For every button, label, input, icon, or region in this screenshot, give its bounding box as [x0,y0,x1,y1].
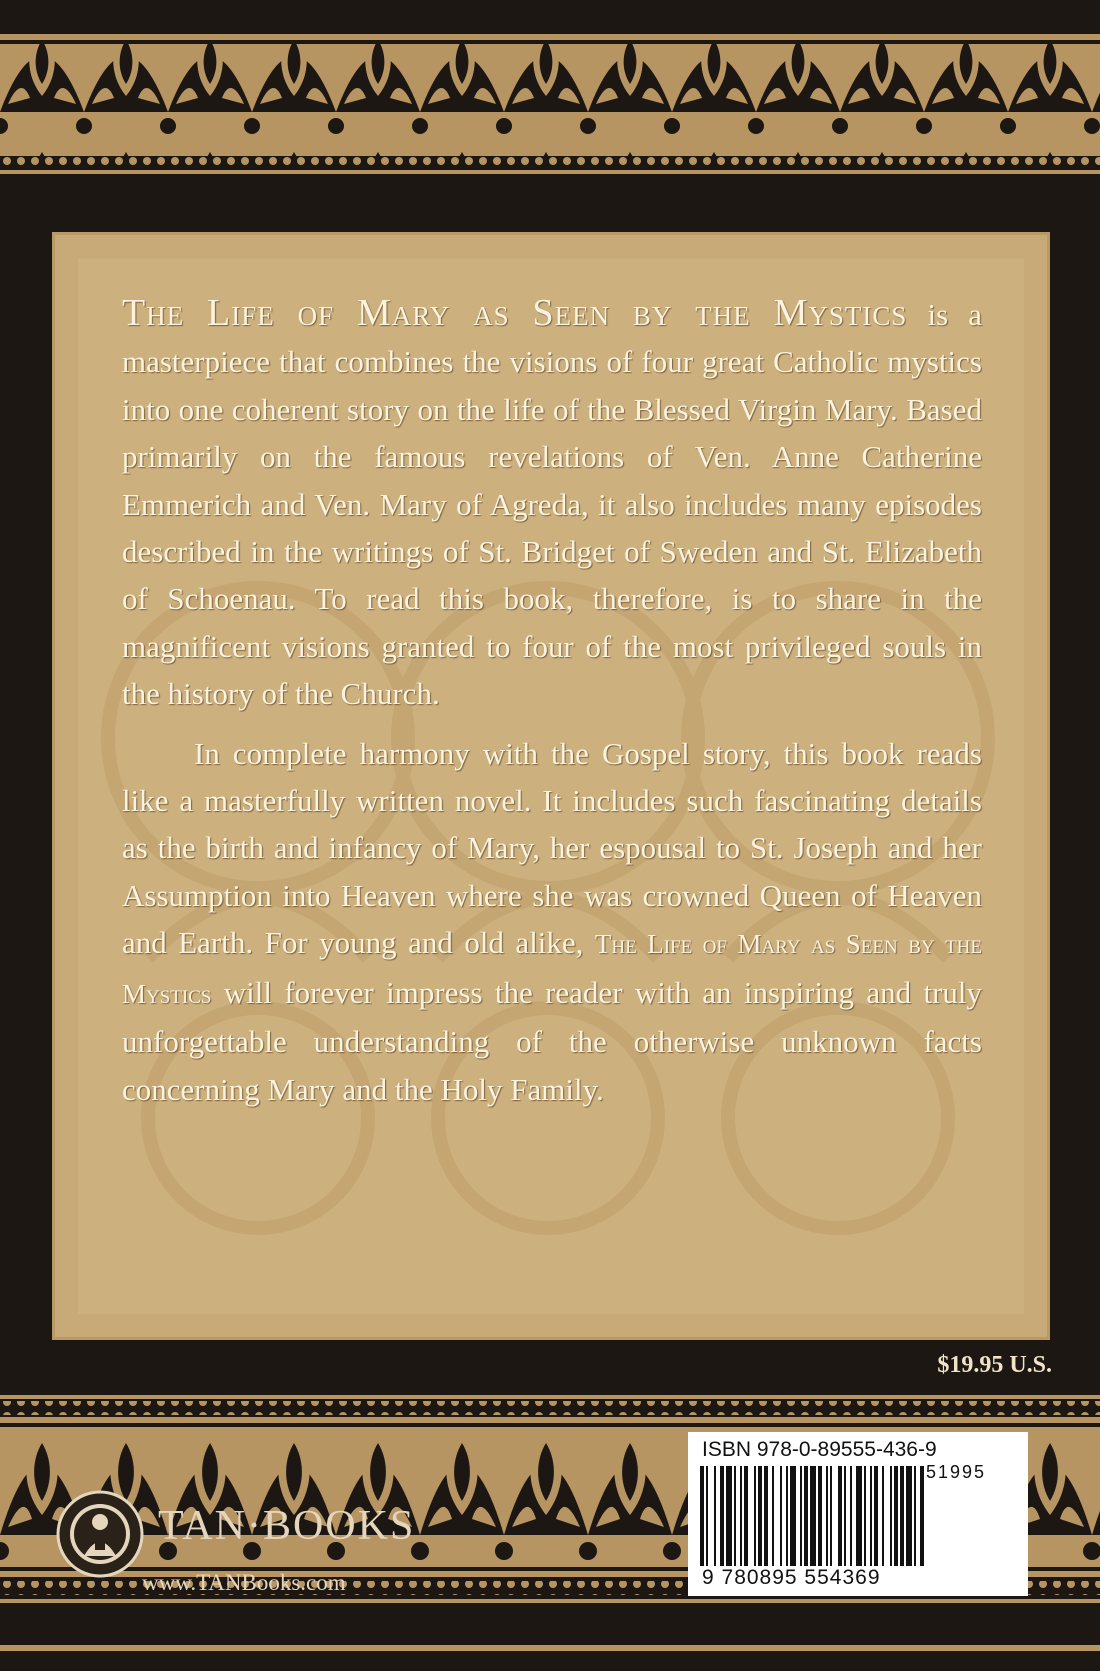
barcode-bar [864,1466,866,1566]
barcode-bar [906,1466,912,1566]
barcode-price-code: 51995 [926,1462,987,1482]
christ-pantocrator-seal-icon [56,1490,144,1578]
barcode-bar [790,1466,796,1566]
price-label: $19.95 U.S. [937,1352,1052,1378]
publisher-website: www.TANBooks.com [142,1570,346,1595]
barcode-bar [786,1466,788,1566]
barcode-digits: 9 780895 554369 [702,1566,881,1589]
barcode-bar [890,1466,892,1566]
blurb-paragraph-2-part-a: In complete harmony with the Gospel story, this book reads like a masterfully written novel. It includes such fascinating details as the birth and infancy of Mary, her espousal to St. Joseph and her Assumption into Heaven where she was crowned Queen of Heaven and Earth. For young and old alike, [122,735,982,961]
book-title: The Life of Mary as Seen by the Mystics [122,292,908,334]
barcode-bar [900,1466,904,1566]
barcode-bar [720,1466,724,1566]
barcode-bar [734,1466,736,1566]
isbn-text: ISBN 978-0-89555-436-9 [702,1438,937,1461]
blurb-paragraph-2 [122,730,982,1113]
barcode-bar [700,1466,704,1566]
barcode-bar [844,1466,846,1566]
barcode-bar [856,1466,862,1566]
blurb-paragraph-1-body: is a masterpiece that combines the visions of four great Catholic mystics into one coherent story on the life of the Blessed Virgin Mary. Based primarily on the famous revelations of Ven. Anne Catherine Emmerich and Ven. Mary of Agreda, it also includes many episodes described in the writings of St. Bridget of Sweden and St. Elizabeth of Schoenau. To read this book, therefore, is to share in the magnificent visions granted to four of the most privileged souls in the history of the Church. [122,297,983,712]
barcode-bar [920,1466,924,1566]
barcode-bar [882,1466,884,1566]
barcode-bar [826,1466,828,1566]
barcode-bar [870,1466,872,1566]
blurb-paragraph-2-part-b: will forever impress the reader with an inspiring and truly unforgettable understanding of the otherwise unknown facts concerning Mary and the Holy Family. [122,974,983,1107]
barcode-bar [754,1466,756,1566]
barcode-bar [772,1466,774,1566]
barcode-bar [804,1466,808,1566]
back-cover-blurb [122,290,982,1113]
barcode-bar [914,1466,916,1566]
barcode-bar [830,1466,832,1566]
barcode-bar [714,1466,716,1566]
book-title-inline: The Life of Mary as Seen by the Mystics [122,929,982,1009]
barcode-bar [800,1466,802,1566]
barcode-bar [706,1466,708,1566]
publisher-name: TAN·BOOKS [158,1503,416,1549]
barcode-bar [874,1466,878,1566]
barcode-bar [726,1466,732,1566]
barcode-bar [744,1466,748,1566]
top-ornamental-border [0,0,1100,180]
barcode-bar [758,1466,762,1566]
blurb-paragraph-1 [122,290,982,718]
barcode-bar [838,1466,842,1566]
barcode-bar [850,1466,852,1566]
barcode-bars [700,1466,1016,1566]
barcode-bar [740,1466,742,1566]
barcode-bar [818,1466,822,1566]
barcode-bar [894,1466,898,1566]
publisher-logo [56,1488,436,1608]
barcode-bar [810,1466,816,1566]
isbn-barcode [688,1432,1028,1596]
barcode-bar [764,1466,768,1566]
barcode-bar [780,1466,782,1566]
